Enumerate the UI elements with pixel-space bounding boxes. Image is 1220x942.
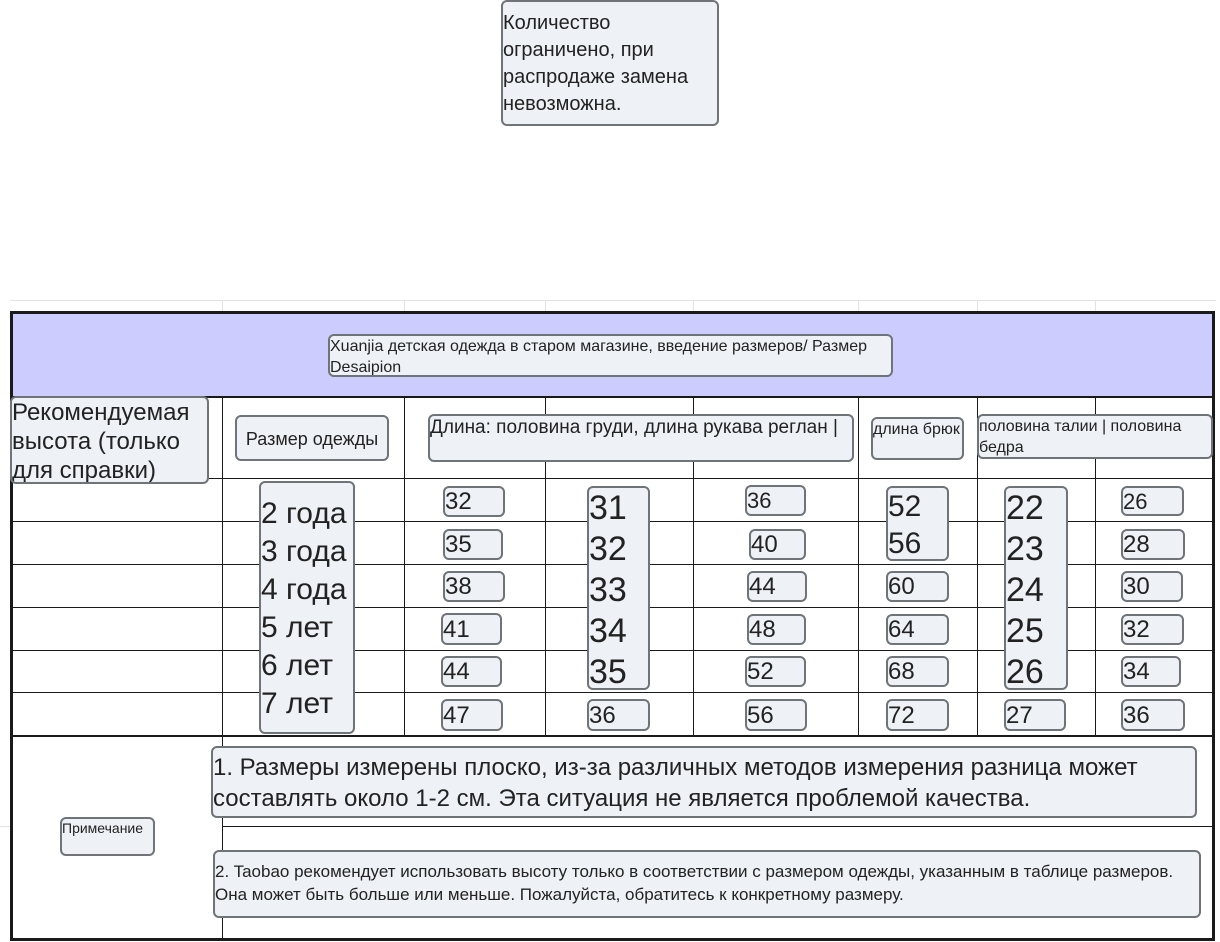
half-hip-cell: 36 [1121, 699, 1185, 731]
length-cell: 38 [443, 571, 505, 602]
half-hip-cell: 30 [1121, 571, 1183, 602]
half-waist-value: 26 [1006, 653, 1044, 690]
half-waist-value: 23 [1006, 530, 1044, 568]
stock-notice [501, 0, 719, 126]
half-chest-cell: 36 [587, 699, 650, 731]
size-label: 4 года [261, 573, 347, 606]
length-cell: 35 [443, 529, 503, 560]
sleeve-cell: 48 [747, 614, 806, 645]
half-chest-value: 33 [589, 571, 627, 609]
size-column [259, 481, 355, 734]
pants-value: 56 [888, 527, 922, 560]
half-chest-value: 35 [589, 653, 627, 690]
size-label: 3 года [261, 535, 347, 568]
pants-column [886, 486, 949, 561]
size-label: 7 лет [261, 687, 333, 720]
header-pants-length: длина брюк [871, 417, 964, 460]
half-waist-value: 24 [1006, 571, 1044, 609]
pants-cell: 68 [886, 656, 949, 687]
half-chest-column [587, 486, 650, 690]
half-waist-cell: 27 [1004, 699, 1066, 731]
header-recommended-height: Рекомендуемая высота (только для справки) [10, 396, 209, 484]
pants-cell: 64 [886, 614, 949, 645]
pants-cell: 72 [886, 699, 949, 731]
notes-label: Примечание [60, 817, 155, 856]
half-chest-value: 31 [589, 489, 627, 527]
header-clothing-size: Размер одежды [235, 415, 389, 461]
note-1: 1. Размеры измерены плоско, из-за различных методов измерения разница может составлять около 1-2 см. Эта ситуация не является проблемой качества. [211, 746, 1197, 818]
pants-value: 52 [888, 490, 922, 523]
half-chest-value: 32 [589, 530, 627, 568]
sleeve-cell: 56 [745, 699, 807, 731]
sleeve-cell: 36 [745, 485, 806, 516]
half-chest-value: 34 [589, 612, 627, 650]
half-waist-column [1004, 486, 1068, 690]
stock-notice-text: Количество ограничено, при распродаже замена невозможна. [503, 12, 689, 115]
half-hip-cell: 28 [1121, 529, 1185, 560]
pants-cell: 60 [886, 571, 949, 602]
size-label: 2 года [261, 497, 347, 530]
note-2: 2. Taobao рекомендует использовать высоту только в соответствии с размером одежды, указанным в таблице размеров. Она может быть больше или меньше. Пожалуйста, обратитесь к конкретному размеру. [213, 850, 1201, 918]
half-waist-value: 22 [1006, 489, 1044, 527]
half-hip-cell: 26 [1121, 486, 1184, 516]
sleeve-cell: 40 [749, 529, 806, 560]
header-waist-hip: половина талии | половина бедра [977, 414, 1213, 459]
size-label: 6 лет [261, 649, 333, 682]
size-label: 5 лет [261, 611, 333, 644]
length-cell: 44 [441, 656, 502, 687]
sleeve-cell: 44 [747, 571, 807, 602]
sleeve-cell: 52 [745, 656, 806, 687]
half-hip-cell: 34 [1121, 656, 1181, 687]
length-cell: 32 [443, 486, 505, 517]
header-length-chest-sleeve: Длина: половина груди, длина рукава реглан | [428, 414, 854, 462]
length-cell: 47 [441, 699, 503, 731]
length-cell: 41 [441, 613, 502, 645]
half-waist-value: 25 [1006, 612, 1044, 650]
table-title [328, 334, 893, 377]
table-title-text: Xuanjia детская одежда в старом магазине, введение размеров/ Размер Desaipion [330, 338, 867, 376]
half-hip-cell: 32 [1121, 614, 1184, 645]
